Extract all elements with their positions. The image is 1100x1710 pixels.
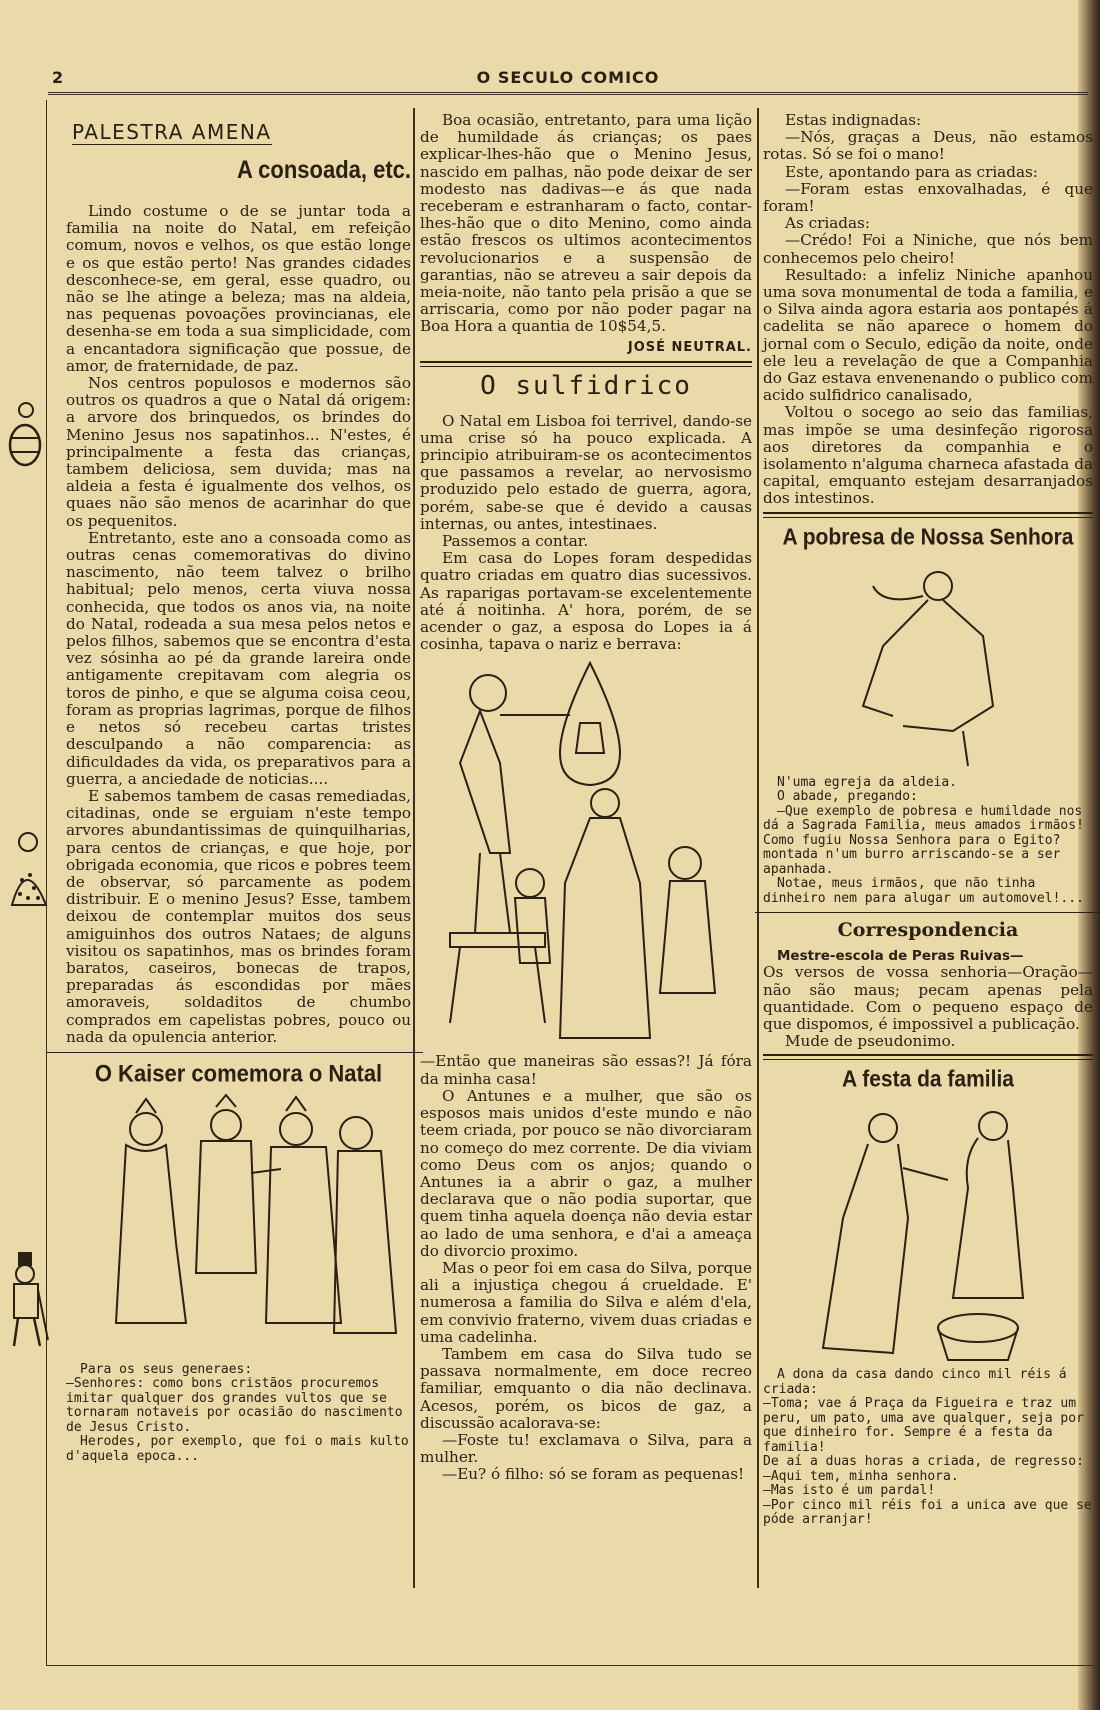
paragraph: E sabemos tambem de casas remediadas, citadinas, onde se erguiam n'este tempo arvores abundantissimas de quinquilharias, para centos de crianças, e que hoje, por obrigada economia, que ricos e pobres teem de observar, só parcamente as podem distribuir. E o menino Jesus? Esse, tambem deixou de contemplar muitos dos seus amiguinhos dos outros Nataes; de alguns visitou os sapatinhos, mas os brindes foram baratos, caseiros, bonecas de trapos, preparadas ás escondidas por mães amoraveis, soldaditos de chumbo comprados em capelistas pobres, pouco ou nada da opulencia anterior. xyxy=(66,786,411,1046)
preaching-abbot-illustration xyxy=(763,556,1083,776)
column-rule-2 xyxy=(757,108,759,1588)
festa-title: A festa da familia xyxy=(842,1067,1014,1093)
paragraph: As criadas: xyxy=(785,214,870,233)
paragraph: —Foram estas enxovalhadas, é que foram! xyxy=(763,179,1093,216)
pobresa-caption: N'uma egreja da aldeia. O abade, pregando: —Que exemplo de pobresa e humildade nos dá a Sagrada Familia, meus amados irmãos! Como fugiu Nossa Senhora para o Egito? montada n'um burro arriscando-se a ser apanhada. Notae, meus irmãos, que não tinha dinheiro nem para alugar um automovel!... xyxy=(763,774,1084,906)
paragraph: Mas o peor foi em casa do Silva, porque ali a injustiça chegou á crueldade. E' numerosa a familia do Silva e além d'ela, em convivio fraterno, vivem duas criadas e uma cadelinha. xyxy=(420,1258,752,1346)
kaiser-title: O Kaiser comemora o Natal xyxy=(94,1059,383,1088)
gas-lamp-illustration xyxy=(420,653,750,1053)
soldier-figure-icon xyxy=(2,1250,50,1350)
paragraph: Voltou o socego ao seio das familias, mas impõe se uma desinfeção rigorosa aos diretores da companhia e o isolamento n'alguma charneca afastada da capital, emquanto estejam desarranjados dos intestinos. xyxy=(763,403,1093,508)
paragraph: Boa ocasião, entretanto, para uma lição de humildade ás crianças; os paes explicar-lhes-hão que o Menino Jesus, nascido em palhas, não pode deixar de ser modesto nas dadivas—e ás que nada receberam e estranharam o facto, contar-lhes-hão que o dito Menino, como ainda estão frescos os ultimos acontecimentos revolucionarios e a suspensão de garantias, não se atreveu a sair depois da meia-noite, não tanto pela prisão a que se arriscaria, como por não poder pagar na Boa Hora a quantia de 10$54,5. xyxy=(420,111,752,336)
paragraph: O Antunes e a mulher, que são os esposos mais unidos d'este mundo e não teem criada, por pouco se não divorciaram no começo do mez corrente. De dia viviam como Deus com os anjos; quando o Antunes ia a abrir o gaz, a mulher declarava que o não podia suportar, que quem tinha aquela doença não devia estar ao lado de uma senhora, e d'ai a ameaça do divorcio proximo. xyxy=(420,1086,752,1260)
paragraph: —Eu? ó filho: só se foram as pequenas! xyxy=(442,1465,745,1484)
author-signature: JOSÉ NEUTRAL. xyxy=(627,339,752,355)
pobresa-title: A pobresa de Nossa Senhora xyxy=(782,524,1074,550)
article-title: A consoada, etc. xyxy=(236,155,411,184)
sulfidrico-title: O sulfidrico xyxy=(480,370,692,401)
paragraph: Passemos a contar. xyxy=(442,532,589,551)
page-number: 2 xyxy=(52,68,64,87)
correspondence-recipient: Mestre-escola de Peras Ruivas— xyxy=(777,948,1024,965)
paragraph: —Crédo! Foi a Niniche, que nós bem conhecemos pelo cheiro! xyxy=(763,231,1093,267)
paragraph: Resultado: a infeliz Niniche apanhou uma sova monumental de toda a familia, e o Silva ainda agora estaria aos pontapés á cadelita se não aparece o homem do jornal com o Seculo, edição da noite, onde ele leu a revelação de que a Companhia do Gaz estava envenenando o publico com acido sulfidrico canalisado, xyxy=(763,265,1093,405)
paragraph: Nos centros populosos e modernos são outros os quadros a que o Natal dá origem: a arvore dos brinquedos, os brindes do Menino Jesus nos sapatinhos... N'estes, é principalmente a festa das crianças, tambem deliciosa, sem duvida; mas na aldeia a festa é igualmente dos velhos, os quaes não são menos de acarinhar do que os pequenitos. xyxy=(66,374,411,530)
paragraph: Entretanto, este ano a consoada como as outras cenas comemorativas do divino nascimento, não teem talvez o brilho habitual; pelo menos, certa viuva nossa conhecida, que todos os anos via, na noite do Natal, rodeada a sua mesa pelos netos e pelos filhos, sabemos que se encontra d'esta vez sósinha ao pé da grande lareira onde antigamente crepitavam com alegria os toros de pinho, e que se alguma coisa ceou, foram as proprias lagrimas, porque de filhos e netos só recebeu cartas tristes desculpando a não comparencia: as dificuldades da vida, os preparativos para a guerra, a anciedade de noticias.... xyxy=(66,528,411,788)
lady-and-maid-illustration xyxy=(763,1098,1083,1368)
column-1 xyxy=(66,112,411,1464)
paragraph: —Então que maneiras são essas?! Já fóra da minha casa! xyxy=(420,1052,752,1088)
masthead: O SECULO COMICO xyxy=(476,68,660,87)
festa-caption: A dona da casa dando cinco mil réis á criada: —Toma; vae á Praça da Figueira e traz um peru, um pato, uma ave qualquer, seja por que dinheiro for. Sempre é a festa da familia! De aí a duas horas a criada, de regresso: —Aqui tem, minha senhora. —Mas isto é um pardal! —Por cinco mil réis foi a unica ave que se póde arranjar! xyxy=(763,1367,1092,1528)
paragraph: Tambem em casa do Silva tudo se passava normalmente, em doce recreo familiar, emquanto o dia não declinava. Acesos, porém, os bicos de gaz, a discussão acalorava-se: xyxy=(420,1344,752,1432)
ornament-rule xyxy=(763,512,1093,518)
paragraph: —Foste tu! exclamava o Silva, para a mulher. xyxy=(420,1430,752,1467)
column-3 xyxy=(763,112,1093,1528)
column-2 xyxy=(420,112,752,1484)
section-label: PALESTRA AMENA xyxy=(72,120,272,144)
paragraph: Este, apontando para as criadas: xyxy=(785,162,1038,181)
ornament-rule xyxy=(420,361,752,367)
paragraph: Em casa do Lopes foram despedidas quatro criadas em quatro dias sucessivos. As raparigas portavam-se excelentemente até á noitinha. A' hora, porém, de se acender o gaz, a esposa do Lopes ia á cosinha, tapava o nariz e berrava: xyxy=(420,549,752,654)
ornament-rule xyxy=(763,1054,1093,1060)
correspondence-text: Os versos de vossa senhoria—Oração—não são maus; pecam apenas pela quantidade. Com o pequeno espaço de que dispomos, é impossivel a publicação. xyxy=(763,963,1093,1033)
column-rule-1 xyxy=(413,108,415,1588)
page-header xyxy=(48,66,1088,95)
paragraph: —Nós, graças a Deus, não estamos rotas. Só se foi o mano! xyxy=(763,128,1093,164)
dotted-doll-icon xyxy=(2,830,50,910)
correspondence-text: Mude de pseudonimo. xyxy=(785,1032,956,1051)
correspondencia-title: Correspondencia xyxy=(837,919,1019,942)
barrel-figure-icon xyxy=(4,400,46,470)
paragraph: Estas indignadas: xyxy=(785,111,922,129)
kaiser-generals-illustration xyxy=(76,1093,406,1363)
paragraph: O Natal em Lisboa foi terrivel, dando-se uma crise só ha pouco explicada. A principio atribuiram-se os acontecimentos que passamos a revelar, ao nervosismo produzido pelo estado de guerra, agora, porém, sabe-se que é devido a causas internas, ou antes, intestinaes. xyxy=(420,411,752,533)
kaiser-caption: Para os seus generaes: —Senhores: como bons cristãos procuremos imitar qualquer dos grandes vultos que se tornaram notaveis por ocasião do nascimento de Jesus Cristo. Herodes, por exemplo, que foi o mais kulto d'aquela epoca... xyxy=(66,1361,409,1464)
paragraph: Lindo costume o de se juntar toda a familia na noite do Natal, em refeição comum, novos e velhos, os que estão longe e os que estão perto! Nas grandes cidades desconhece-se, em geral, esse quadro, ou não se lhe atinge a beleza; mas na aldeia, nas pequenas povoações provincianas, ele desenha-se em toda a sua simplicidade, com a encantadora significação que possue, de amor, de fraternidade, de paz. xyxy=(66,202,411,375)
